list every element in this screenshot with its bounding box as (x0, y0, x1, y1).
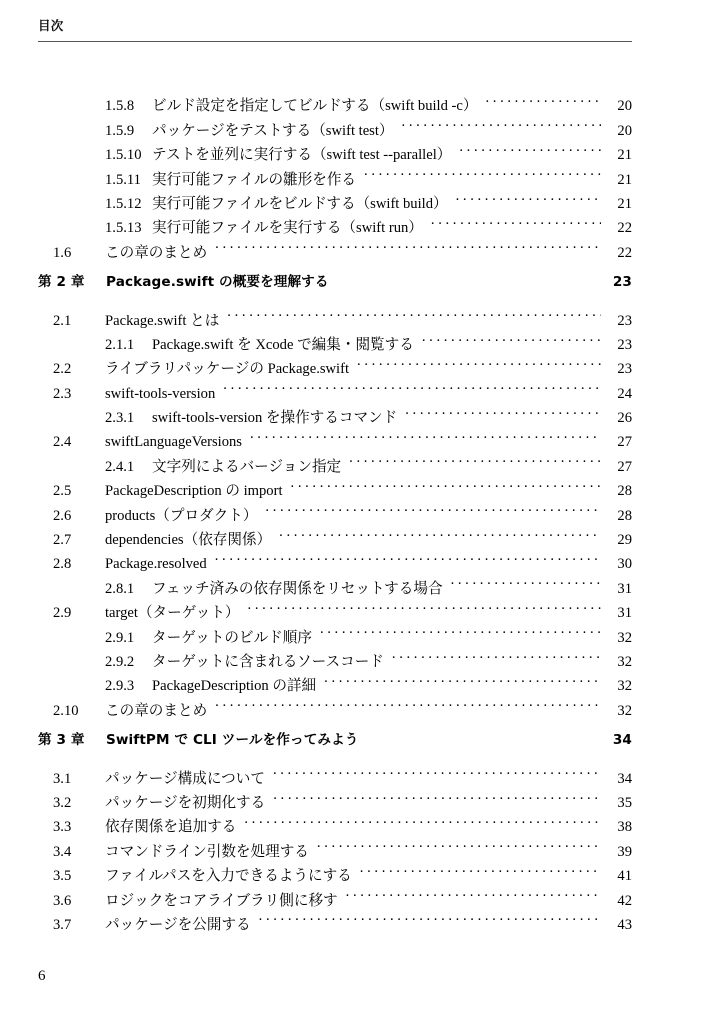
toc-dot-leader (248, 593, 601, 617)
toc-entry-section[interactable] (38, 300, 632, 329)
toc-dot-leader (349, 446, 601, 470)
toc-entry-title: パッケージを初期化する (105, 794, 266, 811)
toc-entry-page-number: 32 (617, 629, 632, 646)
toc-entry-number: 第 2 章 (38, 273, 85, 290)
toc-dot-leader (320, 617, 601, 641)
toc-entry-section[interactable] (38, 520, 632, 549)
toc-entry-title: 実行可能ファイルの雛形を作る (152, 171, 357, 188)
toc-entry-section[interactable] (38, 422, 632, 451)
toc-entry-page-number: 26 (617, 410, 632, 427)
toc-entry-page-number: 21 (617, 171, 632, 188)
toc-entry-title: Package.swift の概要を理解する (106, 273, 329, 290)
toc-entry-title: ターゲットに含まれるソースコード (152, 653, 384, 670)
toc-entry-page-number: 38 (617, 819, 632, 836)
toc-entry-number: 3.6 (53, 892, 72, 909)
toc-entry-number: 2.9.1 (105, 629, 135, 646)
toc-entry-number: 2.1.1 (105, 336, 135, 353)
toc-entry-title: テストを並列に実行する（swift test --parallel） (152, 147, 452, 164)
toc-entry-section[interactable] (38, 807, 632, 836)
toc-entry-number: 1.5.12 (105, 195, 142, 212)
toc-entry-title: パッケージをテストする（swift test） (152, 122, 394, 139)
toc-entry-subsection[interactable] (38, 325, 632, 353)
toc-entry-subsection[interactable] (38, 86, 632, 115)
toc-dot-leader (364, 159, 601, 183)
toc-entry-chapter[interactable] (38, 728, 632, 752)
toc-dot-leader (227, 300, 601, 324)
toc-entry-section[interactable] (38, 758, 632, 787)
toc-entry-title: swift-tools-version (105, 385, 216, 402)
toc-entry-page-number: 20 (617, 98, 632, 115)
toc-entry-subsection[interactable] (38, 446, 632, 475)
toc-dot-leader (250, 422, 601, 446)
toc-entry-number: 2.7 (53, 532, 72, 549)
toc-list (38, 86, 632, 933)
toc-entry-number: 2.6 (53, 507, 72, 524)
toc-entry-page-number: 21 (617, 147, 632, 164)
toc-entry-page-number: 34 (612, 731, 632, 748)
toc-entry-number: 2.3.1 (105, 410, 135, 427)
toc-entry-section[interactable] (38, 783, 632, 811)
toc-dot-leader (402, 110, 601, 134)
toc-dot-leader (291, 471, 601, 495)
toc-entry-page-number: 24 (617, 385, 632, 402)
toc-entry-title: この章のまとめ (105, 702, 208, 719)
toc-entry-page-number: 27 (617, 434, 632, 451)
toc-entry-page-number: 32 (617, 653, 632, 670)
toc-entry-title: 文字列によるバージョン指定 (152, 458, 342, 475)
toc-entry-page-number: 32 (617, 678, 632, 695)
toc-entry-title: target（ターゲット） (105, 605, 240, 622)
toc-entry-number: 第 3 章 (38, 731, 85, 748)
toc-entry-title: SwiftPM で CLI ツールを作ってみよう (106, 731, 359, 748)
toc-entry-number: 3.4 (53, 843, 72, 860)
toc-entry-page-number: 23 (617, 336, 632, 353)
toc-entry-title: Package.swift を Xcode で編集・閲覧する (152, 336, 414, 353)
toc-entry-section[interactable] (38, 593, 632, 622)
toc-entry-section[interactable] (38, 471, 632, 500)
toc-dot-leader (360, 856, 601, 880)
toc-entry-page-number: 22 (617, 244, 632, 261)
toc-entry-title: ターゲットのビルド順序 (152, 629, 312, 646)
toc-dot-leader (357, 349, 601, 373)
toc-entry-section[interactable] (38, 373, 632, 402)
toc-entry-section[interactable] (38, 690, 632, 719)
toc-entry-title: products（プロダクト） (105, 507, 258, 524)
page-number: 6 (38, 968, 46, 984)
toc-entry-number: 2.8 (53, 556, 72, 573)
toc-dot-leader (279, 520, 601, 544)
toc-entry-section[interactable] (38, 856, 632, 885)
toc-dot-leader (392, 642, 601, 666)
toc-entry-page-number: 29 (617, 532, 632, 549)
toc-dot-leader (265, 495, 601, 519)
toc-entry-title: 実行可能ファイルを実行する（swift run） (152, 220, 423, 237)
toc-entry-section[interactable] (38, 880, 632, 909)
toc-entry-title: フェッチ済みの依存関係をリセットする場合 (152, 580, 443, 597)
toc-entry-number: 1.5.13 (105, 220, 142, 237)
toc-entry-title: ロジックをコアライブラリ側に移す (105, 892, 338, 909)
toc-dot-leader (215, 690, 601, 714)
toc-entry-section[interactable] (38, 232, 632, 261)
toc-entry-section[interactable] (38, 544, 632, 573)
toc-entry-page-number: 23 (617, 361, 632, 378)
toc-entry-page-number: 41 (617, 868, 632, 885)
toc-entry-page-number: 30 (617, 556, 632, 573)
toc-entry-number: 2.9 (53, 605, 72, 622)
toc-entry-number: 2.3 (53, 385, 72, 402)
toc-entry-title: パッケージを公開する (105, 916, 251, 933)
header-rule (38, 41, 632, 42)
toc-entry-title: ファイルパスを入力できるようにする (105, 868, 352, 885)
toc-entry-section[interactable] (38, 905, 632, 933)
toc-entry-number: 3.2 (53, 794, 72, 811)
toc-dot-leader (405, 398, 601, 422)
toc-entry-page-number: 28 (617, 507, 632, 524)
toc-entry-number: 3.3 (53, 819, 72, 836)
toc-dot-leader (244, 807, 601, 831)
toc-entry-page-number: 39 (617, 843, 632, 860)
toc-entry-subsection[interactable] (38, 159, 632, 188)
toc-entry-title: ライブラリパッケージの Package.swift (105, 361, 350, 378)
toc-entry-number: 2.5 (53, 483, 72, 500)
toc-entry-page-number: 32 (617, 702, 632, 719)
toc-entry-title: PackageDescription の import (105, 483, 283, 500)
toc-dot-leader (317, 831, 601, 855)
toc-entry-subsection[interactable] (38, 642, 632, 670)
toc-entry-title: この章のまとめ (105, 244, 208, 261)
toc-entry-title: Package.swift とは (105, 312, 220, 329)
toc-entry-subsection[interactable] (38, 110, 632, 139)
toc-entry-section[interactable] (38, 349, 632, 378)
toc-entry-page-number: 28 (617, 483, 632, 500)
toc-entry-page-number: 27 (617, 458, 632, 475)
toc-entry-section[interactable] (38, 495, 632, 524)
toc-entry-number: 2.10 (53, 702, 79, 719)
toc-dot-leader (273, 758, 601, 782)
toc-dot-leader (451, 568, 601, 592)
toc-dot-leader (459, 135, 601, 159)
toc-dot-leader (215, 232, 601, 256)
toc-entry-subsection[interactable] (38, 617, 632, 646)
toc-entry-title: swiftLanguageVersions (105, 434, 242, 451)
toc-dot-leader (456, 184, 601, 208)
toc-dot-leader (223, 373, 601, 397)
running-header (38, 18, 632, 46)
toc-entry-page-number: 21 (617, 195, 632, 212)
toc-entry-number: 1.5.9 (105, 122, 135, 139)
toc-entry-page-number: 31 (617, 580, 632, 597)
toc-entry-page-number: 20 (617, 122, 632, 139)
toc-entry-page-number: 43 (617, 916, 632, 933)
toc-entry-number: 2.8.1 (105, 580, 135, 597)
toc-entry-page-number: 35 (617, 794, 632, 811)
toc-entry-subsection[interactable] (38, 135, 632, 164)
toc-entry-number: 2.9.2 (105, 653, 135, 670)
toc-entry-page-number: 23 (612, 273, 632, 290)
toc-entry-subsection[interactable] (38, 398, 632, 427)
toc-entry-chapter[interactable] (38, 270, 632, 294)
toc-entry-number: 3.7 (53, 916, 72, 933)
toc-entry-title: 実行可能ファイルをビルドする（swift build） (152, 195, 448, 212)
toc-entry-title: dependencies（依存関係） (105, 532, 272, 549)
toc-entry-number: 1.5.8 (105, 98, 135, 115)
toc-entry-page-number: 42 (617, 892, 632, 909)
toc-entry-number: 1.6 (53, 244, 72, 261)
toc-entry-page-number: 31 (617, 605, 632, 622)
toc-dot-leader (346, 880, 601, 904)
toc-entry-number: 1.5.10 (105, 147, 142, 164)
toc-dot-leader (259, 905, 601, 929)
toc-entry-number: 3.1 (53, 770, 72, 787)
toc-entry-number: 2.1 (53, 312, 72, 329)
toc-entry-number: 2.4.1 (105, 458, 135, 475)
toc-entry-title: swift-tools-version を操作するコマンド (152, 410, 398, 427)
header-title: 目次 (38, 18, 64, 33)
toc-entry-page-number: 22 (617, 220, 632, 237)
toc-entry-title: ビルド設定を指定してビルドする（swift build -c） (152, 98, 478, 115)
toc-dot-leader (273, 783, 601, 807)
toc-entry-title: PackageDescription の詳細 (152, 678, 317, 695)
toc-entry-page-number: 34 (617, 770, 632, 787)
toc-dot-leader (485, 86, 601, 110)
toc-entry-number: 3.5 (53, 868, 72, 885)
toc-entry-title: コマンドライン引数を処理する (105, 843, 309, 860)
toc-dot-leader (422, 325, 601, 349)
toc-entry-subsection[interactable] (38, 666, 632, 695)
toc-entry-subsection[interactable] (38, 184, 632, 212)
toc-dot-leader (215, 544, 601, 568)
toc-dot-leader (324, 666, 601, 690)
toc-entry-number: 1.5.11 (105, 171, 141, 188)
toc-entry-title: 依存関係を追加する (105, 819, 237, 836)
toc-entry-title: Package.resolved (105, 556, 207, 573)
toc-entry-number: 2.4 (53, 434, 72, 451)
toc-entry-section[interactable] (38, 831, 632, 860)
toc-entry-subsection[interactable] (38, 568, 632, 597)
toc-entry-number: 2.9.3 (105, 678, 135, 695)
toc-entry-subsection[interactable] (38, 208, 632, 237)
toc-dot-leader (431, 208, 601, 232)
toc-entry-title: パッケージ構成について (105, 770, 265, 787)
toc-entry-page-number: 23 (617, 312, 632, 329)
toc-entry-number: 2.2 (53, 361, 72, 378)
